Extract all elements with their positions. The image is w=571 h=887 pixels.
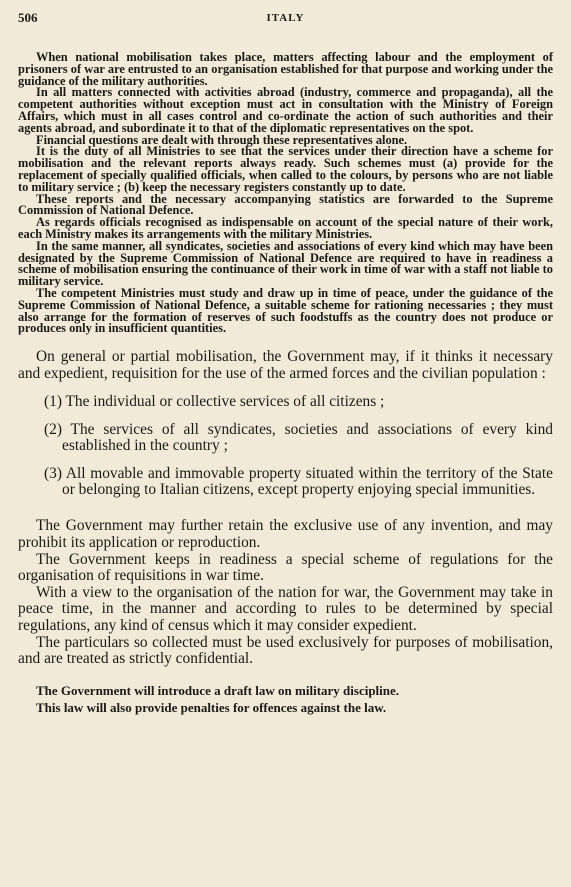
paragraph: As regards officials recognised as indispensable on account of the special nature of their work, each Ministry makes its arrangements with the military Ministries. bbox=[18, 215, 553, 241]
list-item: (2) The services of all syndicates, societies and associations of every kind established in the country ; bbox=[44, 420, 553, 455]
small-print-section bbox=[18, 52, 553, 335]
paragraph: This law will also provide penalties for offences against the law. bbox=[36, 699, 387, 715]
discipline-section bbox=[18, 682, 553, 716]
requisition-intro: On general or partial mobilisation, the Government may, if it thinks it necessary and expedient, requisition for the use of the armed forces and the civilian population : bbox=[18, 348, 553, 382]
paragraph: When national mobilisation takes place, matters affecting labour and the employment of prisoners of war are entrusted to an organisation established for that purpose and working under the guidance of the military authorities. bbox=[18, 50, 553, 88]
paragraph: These reports and the necessary accompanying statistics are forwarded to the Supreme Commission of National Defence. bbox=[18, 191, 553, 218]
paragraph: With a view to the organisation of the nation for war, the Government may take in peace time, in the manner and according to rules to be determined by special regulations, any kind of census which it may consider expedient. bbox=[18, 583, 553, 634]
paragraph: The Government keeps in readiness a special scheme of regulations for the organisation of requisitions in war time. bbox=[18, 550, 553, 585]
paragraph: In the same manner, all syndicates, societies and associations of every kind which may have been designated by the Supreme Commission of National Defence are required to have in readiness a scheme of mobilisation ensuring the continuance of their work in time of war with a staff not liable to military service. bbox=[18, 238, 553, 289]
page-number: 506 bbox=[18, 10, 38, 25]
requisition-section bbox=[18, 349, 553, 498]
paragraph: Financial questions are dealt with through these representatives alone. bbox=[36, 132, 408, 147]
paragraph: It is the duty of all Ministries to see that the services under their direction have a scheme for mobilisation and the relevant reports always ready. Such schemes must (a) provide for the replacement of specially qualified officials, when called to the colours, by persons who are not liable to military service ; (b) keep the necessary registers constantly up to date. bbox=[18, 144, 553, 194]
paragraph: The Government will introduce a draft law on military discipline. bbox=[36, 682, 400, 698]
page-header bbox=[18, 10, 553, 36]
government-section bbox=[18, 518, 553, 667]
paragraph: In all matters connected with activities abroad (industry, commerce and propaganda), all the competent authorities without exception must act in consultation with the Ministry of Foreign Affairs, which must in all cases control and co-ordinate the action of such authorities and their agents abroad, and subordinate it to that of the diplomatic representatives on the spot. bbox=[18, 85, 553, 135]
paragraph: The Government may further retain the exclusive use of any invention, and may prohibit its application or reproduction. bbox=[18, 517, 553, 551]
requisition-list bbox=[18, 394, 553, 498]
paragraph: The competent Ministries must study and draw up in time of peace, under the guidance of the Supreme Commission of National Defence, a suitable scheme for rationing necessaries ; they must also arrange for the formation of reserves of such foodstuffs as the country does not produce or produces only in insufficient quantities. bbox=[18, 285, 553, 336]
running-head: ITALY bbox=[266, 12, 305, 24]
paragraph: The particulars so collected must be used exclusively for purposes of mobilisation, and are treated as strictly confidential. bbox=[18, 633, 553, 668]
list-item: (3) All movable and immovable property situated within the territory of the State or belonging to Italian citizens, except property enjoying special immunities. bbox=[44, 464, 553, 498]
list-item: (1) The individual or collective services of all citizens ; bbox=[44, 393, 385, 411]
